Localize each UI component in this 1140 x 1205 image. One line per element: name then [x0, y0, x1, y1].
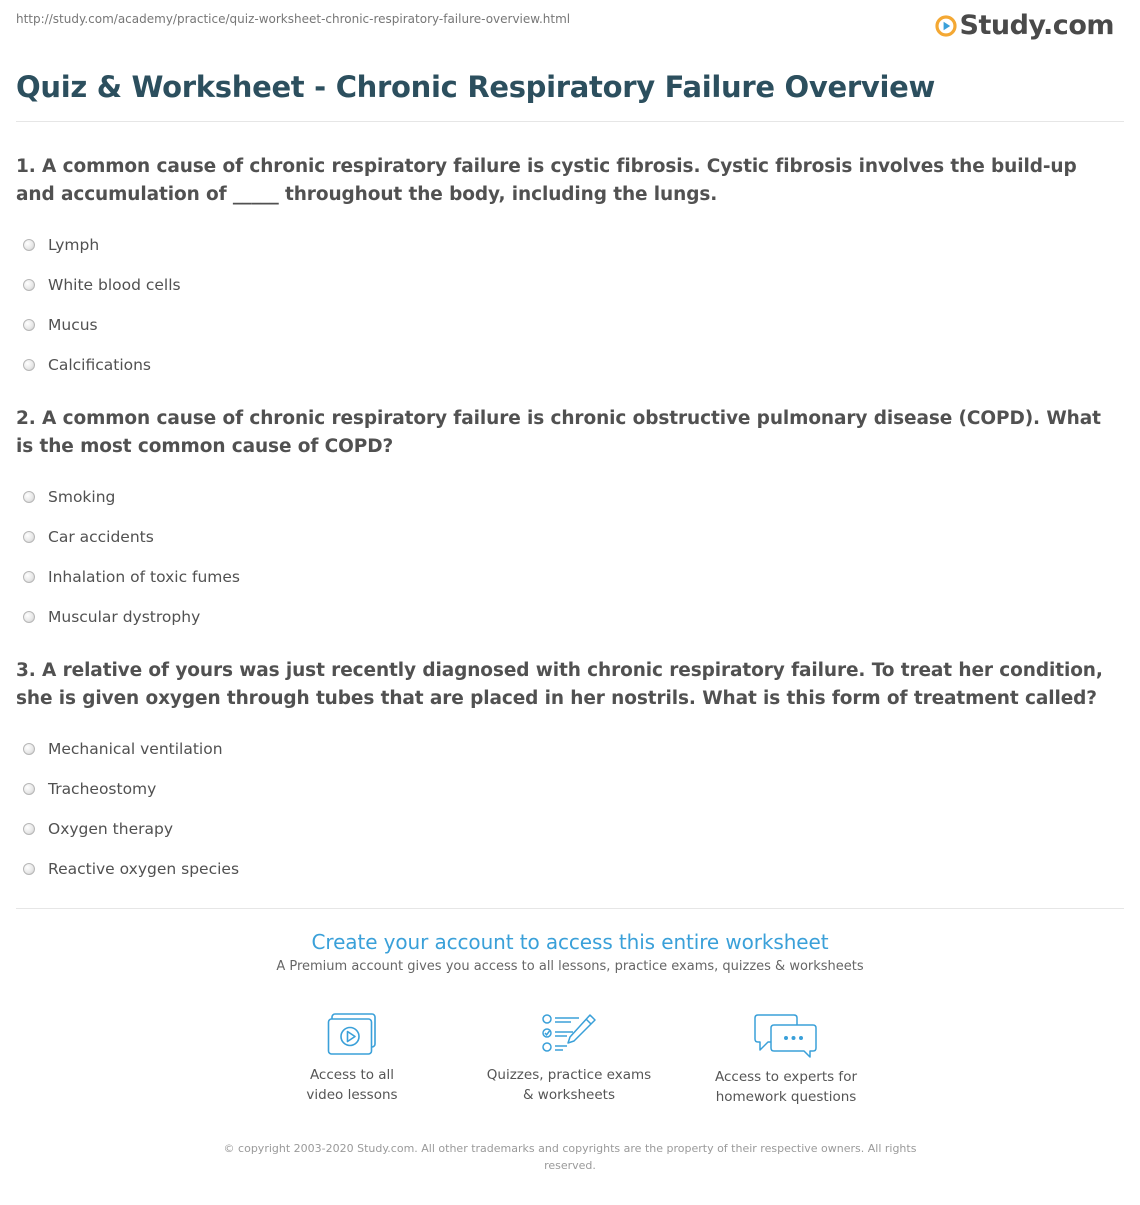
question-text: 1. A common cause of chronic respiratory failure is cystic fibrosis. Cystic fibrosis involves the build-up and accumulation of _____ throughout the body, including the lungs. — [16, 156, 1077, 205]
answer-options — [16, 477, 1116, 637]
study-logo[interactable] — [935, 10, 1114, 41]
logo-text: Study.com — [959, 10, 1114, 41]
option-label: Muscular dystrophy — [48, 608, 201, 626]
radio-button[interactable] — [23, 743, 35, 755]
divider — [16, 121, 1124, 122]
video-lesson-icon — [327, 1012, 377, 1056]
radio-button[interactable] — [23, 359, 35, 371]
copyright-footer: © copyright 2003-2020 Study.com. All other trademarks and copyrights are the property of their respective owners. All rights reserved. — [223, 1142, 917, 1172]
answer-option[interactable] — [16, 597, 1116, 637]
option-label: Reactive oxygen species — [48, 860, 240, 878]
radio-button[interactable] — [23, 611, 35, 623]
option-label: Inhalation of toxic fumes — [48, 568, 241, 586]
answer-option[interactable] — [16, 769, 1116, 809]
answer-options — [16, 225, 1116, 385]
answer-option[interactable] — [16, 225, 1116, 265]
answer-option[interactable] — [16, 557, 1116, 597]
feature-label: video lessons — [306, 1087, 398, 1103]
option-label: Car accidents — [48, 528, 154, 546]
radio-button[interactable] — [23, 491, 35, 503]
cta-subtitle: A Premium account gives you access to all lessons, practice exams, quizzes & worksheets — [276, 959, 864, 974]
answer-option[interactable] — [16, 809, 1116, 849]
answer-option[interactable] — [16, 729, 1116, 769]
radio-button[interactable] — [23, 823, 35, 835]
question-2 — [16, 405, 1116, 637]
feature-label: Quizzes, practice exams — [486, 1067, 652, 1083]
play-circle-icon — [935, 15, 957, 37]
page-title: Quiz & Worksheet - Chronic Respiratory Failure Overview — [16, 70, 935, 104]
radio-button[interactable] — [23, 571, 35, 583]
option-label: Oxygen therapy — [48, 820, 173, 838]
option-label: Tracheostomy — [48, 780, 157, 798]
feature-label: Access to experts for — [714, 1069, 857, 1085]
radio-button[interactable] — [23, 239, 35, 251]
cta-title-link[interactable]: Create your account to access this entire worksheet — [311, 930, 829, 954]
top-bar — [16, 12, 1124, 42]
feature-label: & worksheets — [522, 1087, 615, 1103]
page-url: http://study.com/academy/practice/quiz-worksheet-chronic-respiratory-failure-overview.html — [16, 12, 571, 26]
radio-button[interactable] — [23, 863, 35, 875]
answer-option[interactable] — [16, 265, 1116, 305]
option-label: White blood cells — [48, 276, 181, 294]
radio-button[interactable] — [23, 531, 35, 543]
premium-features — [0, 1012, 1140, 1112]
question-3 — [16, 657, 1116, 889]
option-label: Mucus — [48, 316, 98, 334]
question-1 — [16, 153, 1116, 385]
signup-cta — [0, 930, 1140, 974]
divider — [16, 908, 1124, 909]
option-label: Calcifications — [48, 356, 152, 374]
quiz-checklist-icon — [541, 1012, 597, 1056]
answer-option[interactable] — [16, 345, 1116, 385]
chat-bubbles-icon — [754, 1012, 818, 1058]
option-label: Lymph — [48, 236, 100, 254]
answer-option[interactable] — [16, 517, 1116, 557]
question-text: 2. A common cause of chronic respiratory failure is chronic obstructive pulmonary disease (COPD). What is the most common cause of COPD? — [16, 408, 1101, 457]
option-label: Smoking — [48, 488, 116, 506]
radio-button[interactable] — [23, 279, 35, 291]
answer-option[interactable] — [16, 305, 1116, 345]
feature-label: homework questions — [715, 1089, 857, 1105]
feature-label: Access to all — [309, 1067, 395, 1083]
feature-experts — [686, 1012, 886, 1107]
answer-option[interactable] — [16, 477, 1116, 517]
question-text: 3. A relative of yours was just recently diagnosed with chronic respiratory failure. To treat her condition, she is given oxygen through tubes that are placed in her nostrils. What is this form of treatment called? — [16, 660, 1103, 709]
option-label: Mechanical ventilation — [48, 740, 223, 758]
radio-button[interactable] — [23, 319, 35, 331]
radio-button[interactable] — [23, 783, 35, 795]
feature-quizzes — [469, 1012, 669, 1105]
feature-video-lessons — [252, 1012, 452, 1105]
answer-options — [16, 729, 1116, 889]
answer-option[interactable] — [16, 849, 1116, 889]
